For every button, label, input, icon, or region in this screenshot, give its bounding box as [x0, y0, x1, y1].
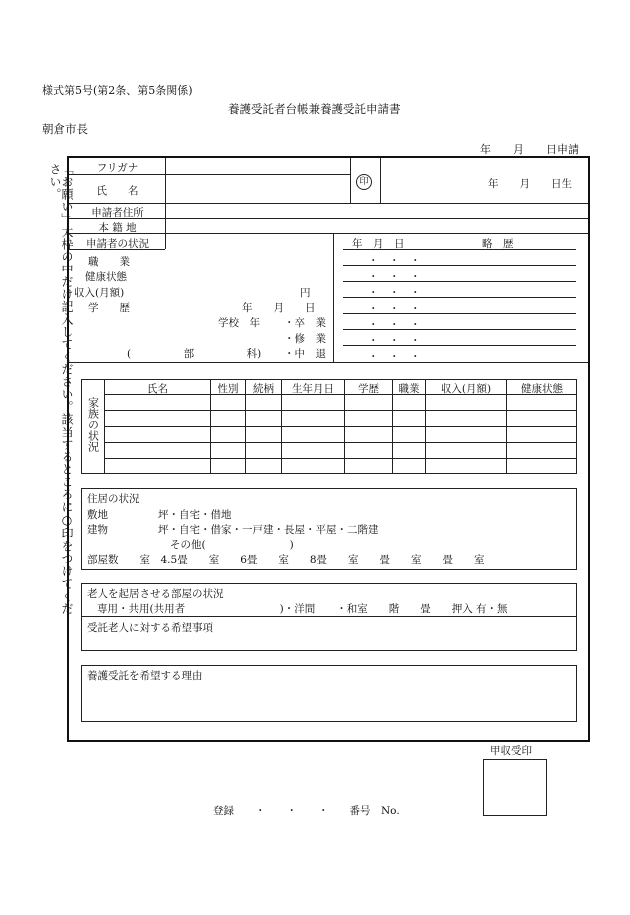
rule: [350, 158, 351, 203]
land-options: 坪・自宅・借地: [158, 509, 232, 521]
housing-title: 住居の状況: [87, 493, 140, 505]
history-row-mark: ・ ・ ・: [368, 335, 421, 347]
rule: [333, 233, 334, 362]
building-other: その他( ): [170, 539, 294, 551]
rule: [104, 458, 577, 459]
family-col-header: 氏名: [147, 383, 168, 395]
education-completed: ・修 業: [284, 333, 326, 345]
registration-line: 登録 ・ ・ ・ 番号 No.: [213, 805, 400, 817]
seal-mark: 印: [356, 174, 372, 190]
furigana-label: フリガナ: [96, 162, 139, 174]
history-date-header: 年 月 日: [352, 238, 405, 250]
wishes-label: 受託老人に対する希望事項: [87, 622, 213, 634]
education-graduated: ・卒 業: [284, 317, 326, 329]
name-label: 氏 名: [96, 185, 139, 197]
family-col-header: 続柄: [253, 383, 274, 395]
history-row-mark: ・ ・ ・: [368, 287, 421, 299]
birth-date-label: 年 月 日生: [488, 178, 572, 190]
reason-title: 養護受託を希望する理由: [87, 670, 203, 682]
family-col-header: 性別: [217, 383, 239, 395]
income-label: 収入(月額): [74, 287, 125, 299]
rooms-line: 部屋数 室 4.5畳 室 6畳 室 8畳 室 畳 室 畳 室: [87, 554, 485, 566]
building-options: 坪・自宅・借家・一戸建・長屋・平屋・二階建: [158, 524, 379, 536]
rule: [69, 203, 588, 204]
history-row-mark: ・ ・ ・: [368, 319, 421, 331]
education-date: 年 月 日: [242, 302, 316, 314]
history-row-mark: ・ ・ ・: [368, 303, 421, 315]
history-row-mark: ・ ・ ・: [368, 271, 421, 283]
application-date: 年 月 日申請: [480, 143, 579, 156]
education-dropout: ・中 退: [284, 348, 326, 360]
address-label: 申請者住所: [91, 207, 144, 219]
rule: [104, 426, 577, 427]
addressee: 朝倉市長: [42, 122, 88, 136]
side-note: 「お願い」太枠の中だけ記入してください。該当するところに○印をつけてください。: [48, 163, 74, 615]
domicile-label: 本 籍 地: [98, 222, 137, 234]
family-col-header: 健康状態: [521, 383, 563, 395]
health-label: 健康状態: [85, 271, 127, 283]
education-label: 学 歴: [88, 302, 130, 314]
receipt-stamp-label: 甲収受印: [490, 745, 532, 757]
occupation-label: 職 業: [88, 256, 130, 268]
family-col-header: 学歴: [358, 383, 379, 395]
status-label: 申請者の状況: [86, 238, 149, 250]
family-col-header: 職業: [398, 383, 420, 395]
rule: [104, 410, 577, 411]
elder-room-detail: 専用・共用(共用者 )・洋間 ・和室 階 畳 押入 有・無: [97, 603, 508, 615]
history-row-mark: ・ ・ ・: [368, 351, 421, 363]
family-side-label: 家族の状況: [86, 397, 100, 452]
education-school: 学校 年: [218, 317, 260, 329]
land-label: 敷地: [87, 509, 108, 521]
rule: [380, 158, 381, 203]
family-col-header: 収入(月額): [440, 383, 492, 395]
receipt-stamp-box: [483, 759, 547, 816]
rule: [81, 616, 577, 617]
form-number: 様式第5号(第2条、第5条関係): [42, 84, 193, 97]
education-department: ( 部 科): [127, 348, 262, 360]
elder-room-title: 老人を起居させる部屋の状況: [87, 588, 224, 600]
building-label: 建物: [87, 524, 108, 536]
history-row-mark: ・ ・ ・: [368, 255, 421, 267]
history-header: 略 歴: [482, 238, 514, 250]
rule: [69, 362, 588, 363]
rule: [165, 158, 166, 249]
form-title: 養護受託者台帳兼養護受託申請書: [228, 102, 401, 116]
rule: [343, 249, 576, 250]
family-col-header: 生年月日: [292, 383, 334, 395]
rule: [104, 442, 577, 443]
income-unit: 円: [300, 287, 311, 299]
